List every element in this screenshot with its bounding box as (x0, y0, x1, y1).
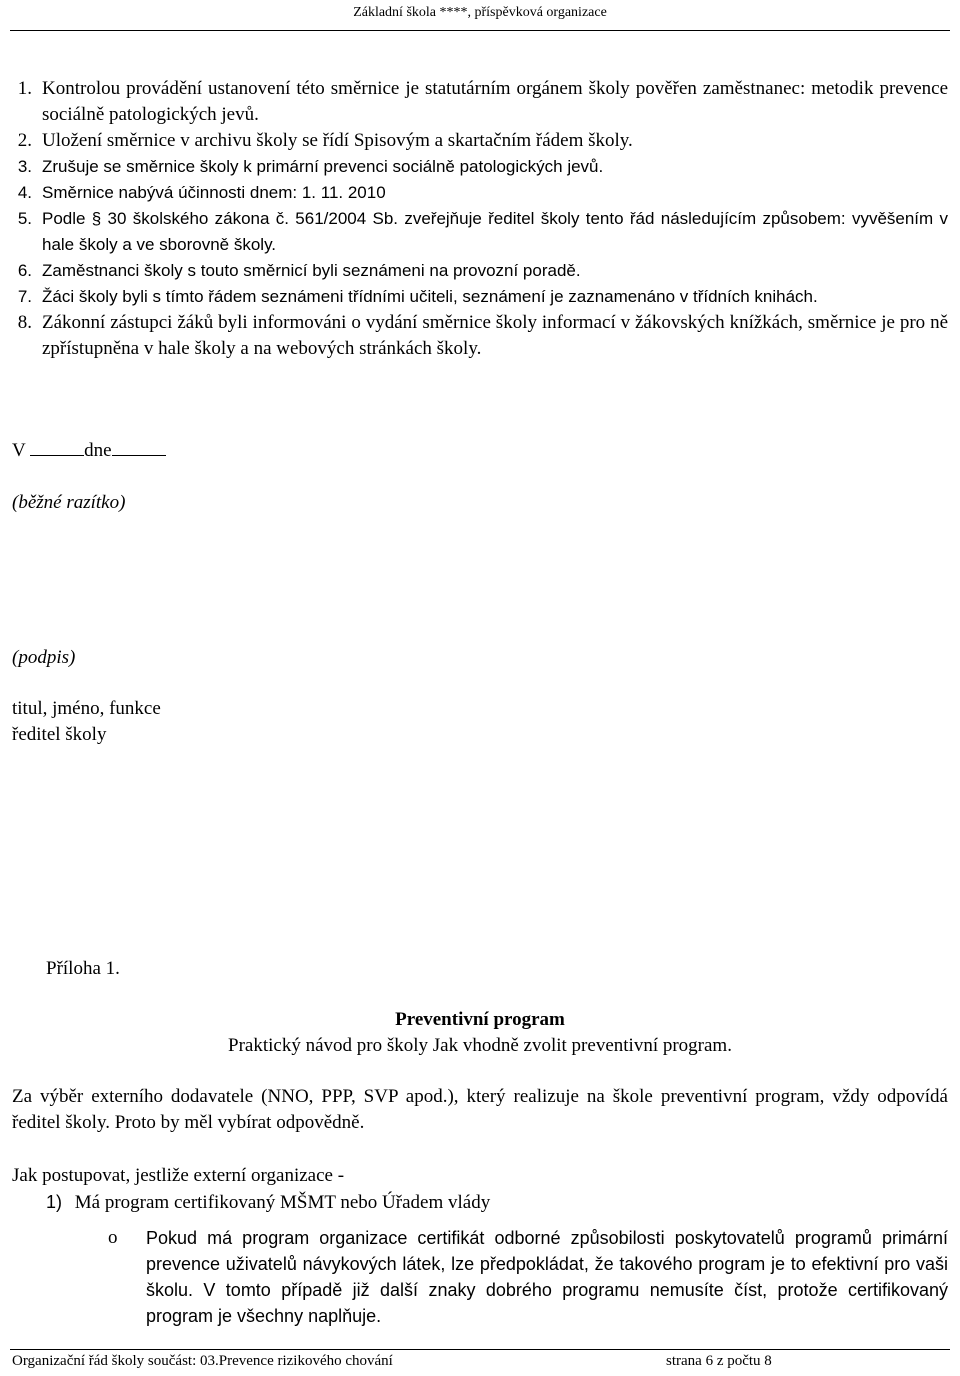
annex-title: Preventivní program (395, 1009, 565, 1030)
date-blank (112, 455, 166, 456)
footer-divider (10, 1349, 950, 1350)
list-item-text: Zaměstnanci školy s touto směrnicí byli seznámeni na provozní poradě. (42, 261, 581, 280)
list-item-text: Uložení směrnice v archivu školy se řídí Spisovým a skartačním řádem školy. (42, 130, 633, 151)
list-item: 1. Kontrolou provádění ustanovení této směrnice je statutárním orgánem školy pověřen zaměstnanec: metodik prevence sociálně patologických jevů. (12, 76, 948, 128)
list-item: 4. Směrnice nabývá účinnosti dnem: 1. 11. 2010 (12, 180, 948, 206)
list-item-text: Zákonní zástupci žáků byli informováni o vydání směrnice školy informací v žákovských knížkách, směrnice je pro ně zpřístupněna v hale školy a na webových stránkách školy. (42, 312, 948, 359)
annex-label: Příloha 1. (46, 958, 120, 979)
list-item-text: Kontrolou provádění ustanovení této směrnice je statutárním orgánem školy pověřen zaměstnanec: metodik prevence sociálně patologických jevů. (42, 78, 948, 125)
list-item: 7. Žáci školy byli s tímto řádem seznámeni třídními učiteli, seznámení je zaznamenáno v třídních knihách. (12, 284, 948, 310)
list-item-text: Zrušuje se směrnice školy k primární prevenci sociálně patologických jevů. (42, 157, 604, 176)
annex-procedure-heading: Jak postupovat, jestliže externí organizace - (12, 1165, 345, 1186)
stamp-placeholder: (běžné razítko) (12, 492, 126, 513)
signatory-role: ředitel školy (12, 724, 107, 745)
signatory-name: titul, jméno, funkce (12, 698, 161, 719)
footer-document: Organizační řád školy součást: 03.Prevence rizikového chování (12, 1353, 393, 1369)
header-divider (10, 30, 950, 31)
signature-placeholder: (podpis) (12, 647, 76, 668)
list-item: 6. Zaměstnanci školy s touto směrnicí byli seznámeni na provozní poradě. (12, 258, 948, 284)
annex-subtitle: Praktický návod pro školy Jak vhodně zvolit preventivní program. (228, 1035, 732, 1056)
directive-list (12, 76, 948, 362)
bullet-text: Pokud má program organizace certifikát odborné způsobilosti poskytovatelů programů primární prevence uživatelů návykových látek, lze předpokládat, že takového program je to efektivní pro vaši školu. V tomto případě již další znaky dobrého programu nemusíte číst, protože certifikovaný program je všechny naplňuje. (146, 1228, 948, 1326)
footer-page-number: strana 6 z počtu 8 (666, 1353, 772, 1369)
list-item: 2. Uložení směrnice v archivu školy se řídí Spisovým a skartačním řádem školy. (12, 128, 948, 154)
list-item: 8. Zákonní zástupci žáků byli informováni o vydání směrnice školy informací v žákovských knížkách, směrnice je pro ně zpřístupněna v hale školy a na webových stránkách školy. (12, 310, 948, 362)
bullet-marker: o (108, 1227, 118, 1248)
page-header: Základní škola ****, příspěvková organizace (353, 5, 607, 20)
place-blank (30, 455, 84, 456)
list-item-text: Směrnice nabývá účinnosti dnem: 1. 11. 2010 (42, 183, 386, 202)
list-item: 5. Podle § 30 školského zákona č. 561/2004 Sb. zveřejňuje ředitel školy tento řád následujícím způsobem: vyvěšením v hale školy a ve sborovně školy. (12, 206, 948, 258)
sub-item: 1) Má program certifikovaný MŠMT nebo Úřadem vlády (46, 1192, 491, 1213)
place-date-line: V dne (12, 438, 166, 464)
list-item: 3. Zrušuje se směrnice školy k primární prevenci sociálně patologických jevů. (12, 154, 948, 180)
list-item-text: Žáci školy byli s tímto řádem seznámeni třídními učiteli, seznámení je zaznamenáno v třídních knihách. (42, 287, 818, 306)
annex-paragraph: Za výběr externího dodavatele (NNO, PPP, SVP apod.), který realizuje na škole preventivní program, vždy odpovídá ředitel školy. Proto by měl vybírat odpovědně. (12, 1086, 948, 1133)
list-item-text: Podle § 30 školského zákona č. 561/2004 Sb. zveřejňuje ředitel školy tento řád následujícím způsobem: vyvěšením v hale školy a ve sborovně školy. (42, 209, 948, 254)
